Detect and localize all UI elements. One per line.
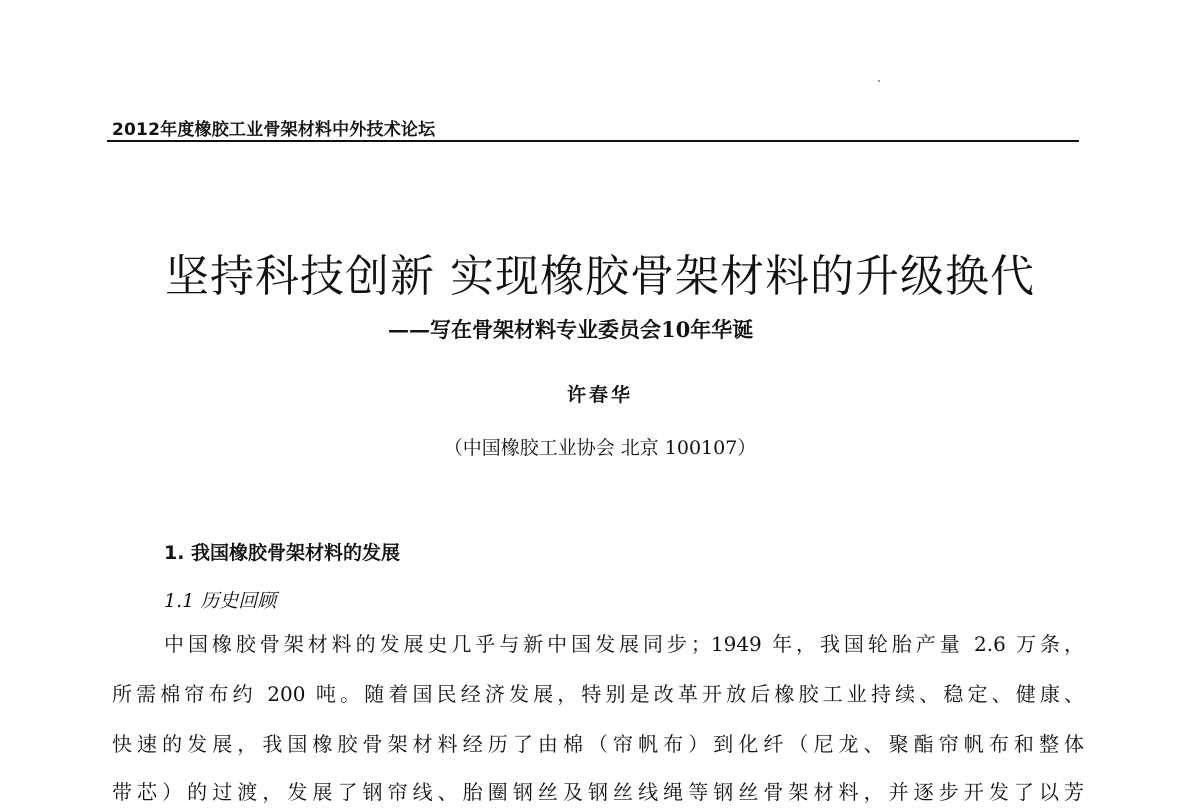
body-text-line: 快速的发展，我国橡胶骨架材料经历了由棉（帘帆布）到化纤（尼龙、聚酯帘帆布和整体 — [112, 732, 1084, 756]
section-heading: 1. 我国橡胶骨架材料的发展 — [164, 542, 401, 564]
body-text-line: 所需棉帘布约 200 吨。随着国民经济发展，特别是改革开放后橡胶工业持续、稳定、健康、 — [112, 682, 1084, 706]
author-affiliation: （中国橡胶工业协会 北京 100107） — [443, 437, 757, 459]
article-subtitle: ——写在骨架材料专业委员会10年华诞 — [388, 317, 754, 342]
author-name: 许春华 — [566, 384, 633, 406]
subsection-heading: 1.1 历史回顾 — [164, 590, 277, 612]
running-header: 2012年度橡胶工业骨架材料中外技术论坛 — [112, 120, 436, 140]
body-text-line: 中国橡胶骨架材料的发展史几乎与新中国发展同步；1949 年，我国轮胎产量 2.6 万条， — [164, 632, 1084, 656]
scan-speck — [878, 80, 880, 82]
article-title: 坚持科技创新 实现橡胶骨架材料的升级换代 — [165, 251, 1035, 302]
header-rule — [107, 140, 1079, 142]
body-text-line: 带芯）的过渡，发展了钢帘线、胎圈钢丝及钢丝线绳等钢丝骨架材料，并逐步开发了以芳 — [112, 780, 1084, 804]
